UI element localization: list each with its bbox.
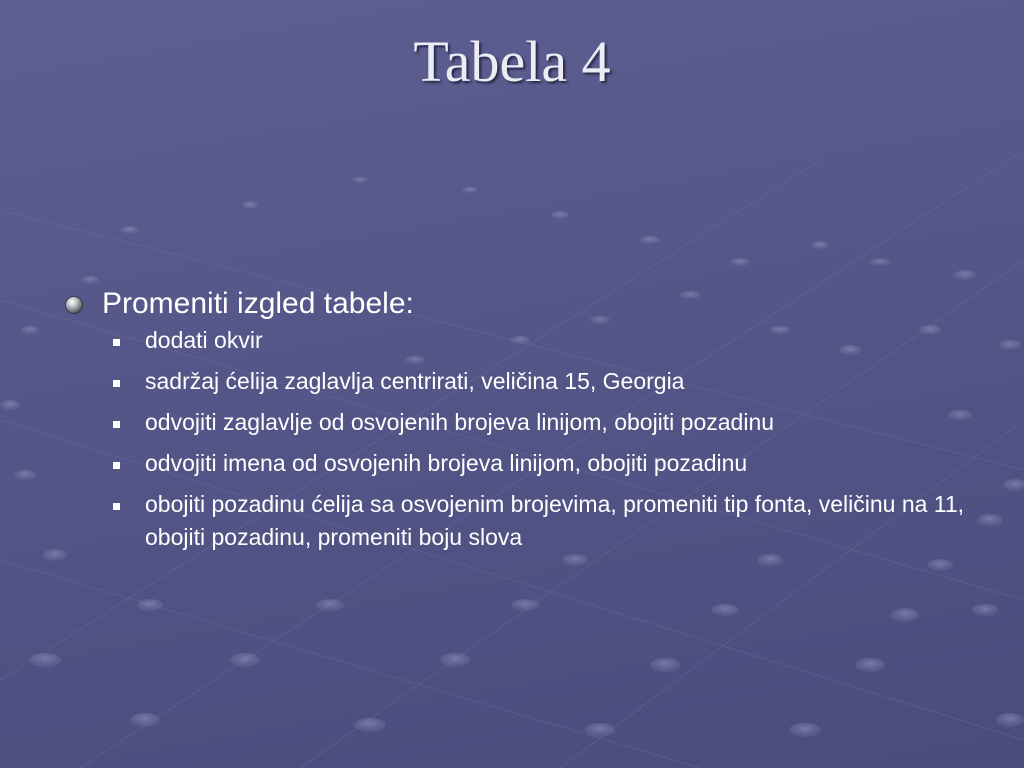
square-bullet-icon [113, 462, 120, 469]
square-bullet-icon [113, 421, 120, 428]
list-item-text: odvojiti imena od osvojenih brojeva linijom, obojiti pozadinu [145, 450, 748, 476]
orb-bullet-icon [64, 295, 84, 315]
square-bullet-icon [113, 503, 120, 510]
main-bullet [62, 284, 992, 324]
square-bullet-icon [113, 339, 120, 346]
list-item [62, 324, 992, 357]
slide-title: Tabela 4 [413, 29, 611, 94]
main-bullet-text: Promeniti izgled tabele: [102, 287, 414, 320]
list-item-text: dodati okvir [145, 327, 263, 353]
list-item [62, 488, 992, 554]
slide-body [62, 284, 992, 562]
list-item [62, 406, 992, 439]
sub-bullet-list [62, 324, 992, 554]
list-item [62, 447, 992, 480]
list-item [62, 365, 992, 398]
list-item-text: sadržaj ćelija zaglavlja centrirati, veličina 15, Georgia [145, 368, 685, 394]
list-item-text: obojiti pozadinu ćelija sa osvojenim brojevima, promeniti tip fonta, veličinu na 11, obojiti pozadinu, promeniti boju slova [145, 491, 965, 550]
square-bullet-icon [113, 380, 120, 387]
list-item-text: odvojiti zaglavlje od osvojenih brojeva linijom, obojiti pozadinu [145, 409, 775, 435]
